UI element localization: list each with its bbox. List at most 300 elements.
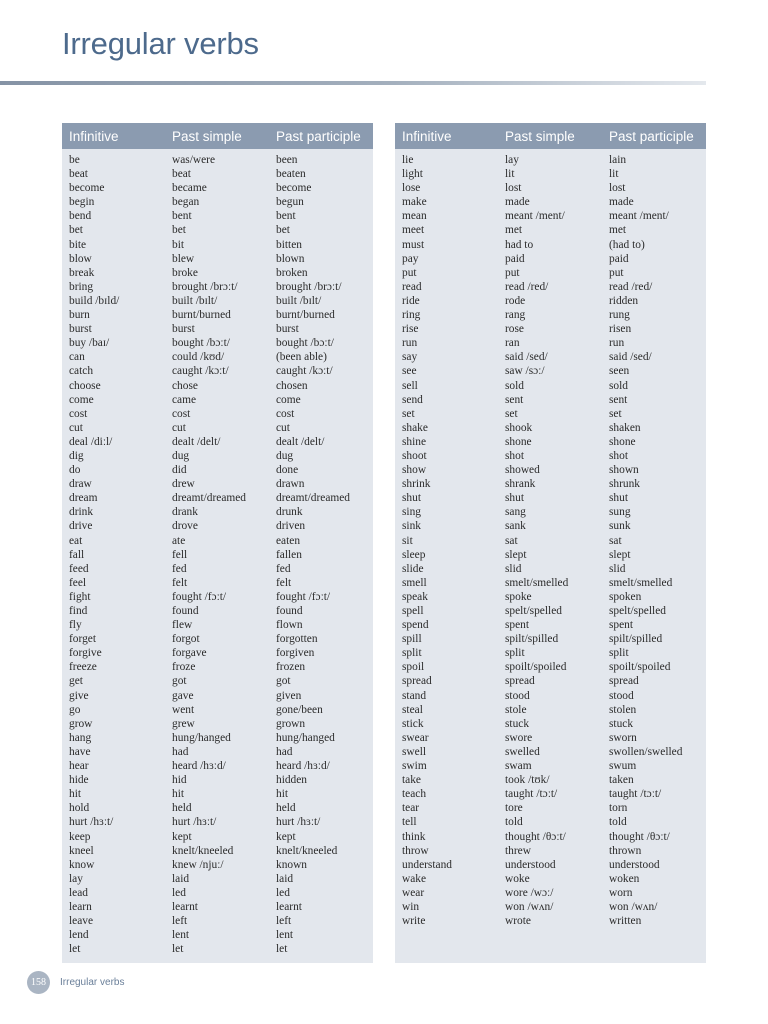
infinitive-cell: hide [69,774,89,787]
past-participle-cell: spoken [609,590,642,603]
infinitive-cell: make [402,196,427,209]
past-simple-cell: shrank [505,478,536,491]
infinitive-cell: feel [69,576,87,589]
past-participle-cell: drawn [276,478,305,491]
past-participle-cell: made [609,196,634,209]
table-row [69,689,373,703]
past-participle-cell: eaten [276,534,301,547]
infinitive-cell: shut [402,492,421,505]
past-simple-cell: shone [505,435,532,448]
table-row [69,872,373,886]
past-simple-cell: paid [505,252,525,265]
past-simple-cell: did [172,464,187,477]
table-body [62,149,373,956]
table-row [402,632,706,646]
past-simple-cell: sank [505,520,526,533]
infinitive-cell: dig [69,449,84,462]
infinitive-cell: freeze [69,661,97,674]
infinitive-cell: say [402,351,418,364]
past-participle-cell: frozen [276,661,306,674]
infinitive-cell: cut [69,421,83,434]
infinitive-cell: lend [69,929,89,942]
table-row [69,646,373,660]
infinitive-cell: sink [402,520,421,533]
table-row [402,689,706,703]
table-row [69,590,373,604]
table-row [69,153,373,167]
table-row [69,435,373,449]
past-simple-cell: forgave [172,647,207,660]
past-participle-cell: bet [276,224,290,237]
past-simple-cell: dug [172,449,190,462]
past-participle-cell: heard /hɜːd/ [276,760,330,773]
table-row [402,872,706,886]
past-simple-cell: read /red/ [505,280,549,293]
infinitive-cell: find [69,605,88,617]
past-participle-cell: driven [276,520,306,533]
past-participle-cell: held [276,802,296,815]
past-simple-cell: broke [172,266,198,279]
past-participle-cell: swum [609,760,637,773]
past-simple-cell: cut [172,421,186,434]
infinitive-cell: become [69,182,105,195]
past-participle-cell: cut [276,421,290,434]
table-row [402,364,706,378]
table-row [402,421,706,435]
table-row [402,195,706,209]
past-participle-cell: burst [276,323,299,336]
past-simple-cell: spent [505,619,530,632]
past-participle-cell: risen [609,323,632,336]
infinitive-cell: hear [69,760,89,773]
past-participle-cell: let [276,943,288,956]
past-participle-cell: kept [276,830,296,843]
past-simple-cell: beat [172,168,191,181]
table-row [69,773,373,787]
infinitive-cell: wear [402,886,425,899]
infinitive-cell: fall [69,548,85,561]
table-row [402,830,706,844]
page-number: 158 [27,971,50,994]
past-simple-cell: grew [172,717,195,730]
past-simple-cell: gave [172,689,194,702]
infinitive-cell: run [402,337,418,350]
infinitive-cell: spell [402,605,424,617]
table-row [69,942,373,956]
past-simple-cell: blew [172,252,195,265]
past-participle-cell: got [276,675,291,688]
infinitive-cell: fight [69,590,91,603]
past-simple-cell: took /tʊk/ [505,774,550,787]
infinitive-cell: rise [402,323,419,336]
table-row [402,336,706,350]
infinitive-cell: bring [69,280,94,293]
infinitive-cell: feed [69,562,89,575]
past-simple-cell: bent [172,210,192,223]
table-row [69,491,373,505]
past-participle-cell: thought /θɔːt/ [609,830,670,843]
past-participle-cell: had [276,745,293,758]
infinitive-cell: build /bɪld/ [69,294,120,307]
past-participle-cell: bent [276,210,296,223]
past-simple-cell: bit [172,238,185,251]
past-participle-cell: swollen/swelled [609,745,683,758]
infinitive-cell: shoot [402,449,427,462]
table-row [402,167,706,181]
infinitive-cell: shake [402,421,428,434]
infinitive-cell: cost [69,407,88,420]
past-simple-cell: bought /bɔːt/ [172,337,230,350]
table-row [402,393,706,407]
infinitive-cell: lay [69,872,83,885]
past-simple-cell: smelt/smelled [505,576,569,589]
past-simple-cell: rang [505,309,526,322]
past-simple-cell: rode [505,294,526,307]
past-participle-cell: shone [609,435,636,448]
past-simple-cell: learnt [172,900,198,913]
past-simple-cell: went [172,703,195,716]
infinitive-cell: dream [69,492,98,505]
table-row [402,562,706,576]
table-row [69,759,373,773]
past-simple-cell: stuck [505,717,530,730]
past-participle-cell: laid [276,872,294,885]
infinitive-cell: get [69,675,83,688]
past-simple-cell: had [172,745,189,758]
table-row [402,435,706,449]
table-row [402,238,706,252]
infinitive-cell: can [69,351,85,364]
past-participle-cell: meant /ment/ [609,210,669,223]
past-participle-cell: left [276,915,292,928]
infinitive-cell: learn [69,900,92,913]
table-row [69,914,373,928]
past-simple-cell: left [172,915,188,928]
table-row [69,830,373,844]
table-row [69,519,373,533]
infinitive-cell: forget [69,633,96,646]
table-row [402,223,706,237]
infinitive-cell: meet [402,224,425,237]
table-row [69,787,373,801]
infinitive-cell: read [402,280,422,293]
past-participle-cell: shown [609,464,639,477]
past-simple-cell: brought /brɔːt/ [172,280,238,293]
past-simple-cell: taught /tɔːt/ [505,788,558,801]
past-simple-cell: caught /kɔːt/ [172,365,229,378]
past-simple-cell: sat [505,534,518,547]
infinitive-cell: be [69,154,80,166]
table-body [395,149,706,928]
past-participle-cell: slid [609,562,626,575]
past-participle-cell: beaten [276,168,306,181]
past-participle-cell: spilt/spilled [609,633,663,646]
past-participle-cell: sold [609,379,628,392]
past-simple-cell: fought /fɔːt/ [172,590,227,603]
past-simple-cell: won /wʌn/ [505,900,554,913]
table-row [402,618,706,632]
infinitive-cell: blow [69,252,92,265]
past-participle-cell: sung [609,506,631,519]
infinitive-cell: tell [402,816,417,829]
infinitive-cell: throw [402,844,429,857]
table-row [69,167,373,181]
past-participle-cell: woken [609,872,640,885]
past-simple-cell: shut [505,492,524,505]
table-row [69,844,373,858]
infinitive-cell: go [69,703,81,716]
infinitive-cell: split [402,647,422,660]
table-row [402,308,706,322]
past-simple-cell: felt [172,576,188,589]
past-simple-cell: threw [505,844,531,857]
infinitive-cell: smell [402,576,427,589]
infinitive-cell: ring [402,309,421,322]
past-simple-cell: came [172,393,197,406]
header-infinitive: Infinitive [402,128,452,144]
past-simple-cell: flew [172,619,193,632]
past-simple-cell: knelt/kneeled [172,844,234,857]
infinitive-cell: spill [402,633,422,646]
past-simple-cell: shot [505,449,524,462]
past-participle-cell: met [609,224,627,237]
table-row [69,731,373,745]
past-simple-cell: lay [505,154,519,166]
past-simple-cell: hid [172,774,187,787]
table-row [69,252,373,266]
infinitive-cell: stand [402,689,427,702]
infinitive-cell: wake [402,872,427,885]
past-simple-cell: spilt/spilled [505,633,559,646]
past-participle-cell: torn [609,802,628,815]
past-simple-cell: knew /njuː/ [172,858,224,871]
infinitive-cell: lie [402,154,414,166]
past-participle-cell: slept [609,548,631,561]
past-participle-cell: sent [609,393,628,406]
table-row [402,773,706,787]
past-participle-cell: forgotten [276,633,318,646]
table-row [402,181,706,195]
past-simple-cell: froze [172,661,196,674]
infinitive-cell: sit [402,534,413,547]
past-participle-cell: (been able) [276,351,327,364]
table-row [402,731,706,745]
table-row [69,449,373,463]
past-simple-cell: tore [505,802,523,815]
past-simple-cell: fell [172,548,188,561]
header-past-participle: Past participle [276,128,361,144]
past-participle-cell: bitten [276,238,302,251]
past-simple-cell: built /bɪlt/ [172,294,218,307]
past-simple-cell: spelt/spelled [505,605,562,617]
table-row [69,280,373,294]
past-simple-cell: wrote [505,915,531,928]
infinitive-cell: let [69,943,81,956]
past-simple-cell: hurt /hɜːt/ [172,816,217,829]
past-participle-cell: fought /fɔːt/ [276,590,331,603]
past-simple-cell: heard /hɜːd/ [172,760,226,773]
infinitive-cell: hurt /hɜːt/ [69,816,114,829]
table-row [69,505,373,519]
infinitive-cell: spoil [402,661,425,674]
past-simple-cell: woke [505,872,530,885]
past-simple-cell: drank [172,506,198,519]
table-row [402,505,706,519]
past-simple-cell: dealt /delt/ [172,435,221,448]
table-row [69,703,373,717]
verb-table-right [395,123,706,963]
past-simple-cell: drove [172,520,198,533]
infinitive-cell: steal [402,703,423,716]
past-participle-cell: thrown [609,844,642,857]
table-row [402,280,706,294]
infinitive-cell: send [402,393,423,406]
table-row [402,576,706,590]
table-row [69,604,373,618]
infinitive-cell: spend [402,619,429,632]
table-row [69,477,373,491]
infinitive-cell: kneel [69,844,94,857]
past-participle-cell: hung/hanged [276,731,335,744]
past-participle-cell: led [276,886,290,899]
past-participle-cell: read /red/ [609,280,653,293]
past-participle-cell: spoilt/spoiled [609,661,671,674]
past-participle-cell: lost [609,182,626,195]
infinitive-cell: give [69,689,89,702]
past-participle-cell: smelt/smelled [609,576,673,589]
past-simple-cell: laid [172,872,190,885]
past-simple-cell: had to [505,238,534,251]
past-participle-cell: dealt /delt/ [276,435,325,448]
infinitive-cell: choose [69,379,101,392]
infinitive-cell: take [402,774,421,787]
past-participle-cell: done [276,464,299,477]
past-participle-cell: broken [276,266,308,279]
page-footer [27,970,124,994]
table-row [69,350,373,364]
table-row [69,379,373,393]
past-simple-cell: thought /θɔːt/ [505,830,566,843]
past-participle-cell: sat [609,534,622,547]
table-row [402,745,706,759]
infinitive-cell: lose [402,182,421,195]
past-participle-cell: drunk [276,506,303,519]
table-row [402,660,706,674]
table-header [62,123,373,149]
page-title: Irregular verbs [62,26,259,61]
past-simple-cell: put [505,266,520,279]
header-past-participle: Past participle [609,128,694,144]
infinitive-cell: do [69,464,81,477]
past-participle-cell: been [276,154,298,166]
infinitive-cell: know [69,858,95,871]
infinitive-cell: deal /diːl/ [69,435,113,448]
table-row [69,745,373,759]
infinitive-cell: keep [69,830,91,843]
infinitive-cell: grow [69,717,93,730]
infinitive-cell: begin [69,196,95,209]
past-simple-cell: kept [172,830,192,843]
table-row [402,858,706,872]
past-participle-cell: understood [609,858,660,871]
past-simple-cell: showed [505,464,540,477]
table-row [69,322,373,336]
infinitive-cell: bend [69,210,92,223]
infinitive-cell: drink [69,506,94,519]
past-participle-cell: caught /kɔːt/ [276,365,333,378]
table-row [402,350,706,364]
past-participle-cell: cost [276,407,295,420]
infinitive-cell: ride [402,294,420,307]
infinitive-cell: sing [402,506,421,519]
infinitive-cell: come [69,393,94,406]
table-row [402,590,706,604]
infinitive-cell: eat [69,534,83,547]
past-simple-cell: spread [505,675,535,688]
table-row [402,407,706,421]
past-participle-cell: sunk [609,520,631,533]
table-row [69,364,373,378]
title-divider [0,81,706,85]
infinitive-cell: lead [69,886,88,899]
infinitive-cell: stick [402,717,424,730]
infinitive-cell: hit [69,788,82,801]
past-simple-cell: split [505,647,525,660]
table-row [402,379,706,393]
table-row [69,801,373,815]
table-row [69,463,373,477]
past-simple-cell: forgot [172,633,200,646]
past-participle-cell: taught /tɔːt/ [609,788,662,801]
past-participle-cell: spent [609,619,634,632]
table-row [69,632,373,646]
past-participle-cell: built /bɪlt/ [276,294,322,307]
past-simple-cell: understood [505,858,556,871]
table-row [402,717,706,731]
past-simple-cell: drew [172,478,195,491]
infinitive-cell: swim [402,760,427,773]
past-participle-cell: set [609,407,622,420]
table-row [69,858,373,872]
table-row [69,308,373,322]
past-simple-cell: hung/hanged [172,731,231,744]
table-row [402,844,706,858]
past-participle-cell: flown [276,619,303,632]
past-simple-cell: met [505,224,523,237]
past-simple-cell: dreamt/dreamed [172,492,247,505]
infinitive-cell: swell [402,745,427,758]
footer-label: Irregular verbs [60,976,125,988]
header-past-simple: Past simple [505,128,575,144]
past-participle-cell: hurt /hɜːt/ [276,816,321,829]
table-row [69,576,373,590]
past-participle-cell: lit [609,168,619,181]
infinitive-cell: fly [69,619,82,632]
past-simple-cell: rose [505,323,524,336]
table-row [69,618,373,632]
infinitive-cell: understand [402,858,452,871]
table-row [402,787,706,801]
table-row [402,900,706,914]
infinitive-cell: bet [69,224,83,237]
infinitive-cell: leave [69,915,94,928]
past-participle-cell: shaken [609,421,641,434]
past-participle-cell: spread [609,675,639,688]
table-row [69,294,373,308]
table-row [402,294,706,308]
table-row [402,266,706,280]
table-row [402,604,706,618]
